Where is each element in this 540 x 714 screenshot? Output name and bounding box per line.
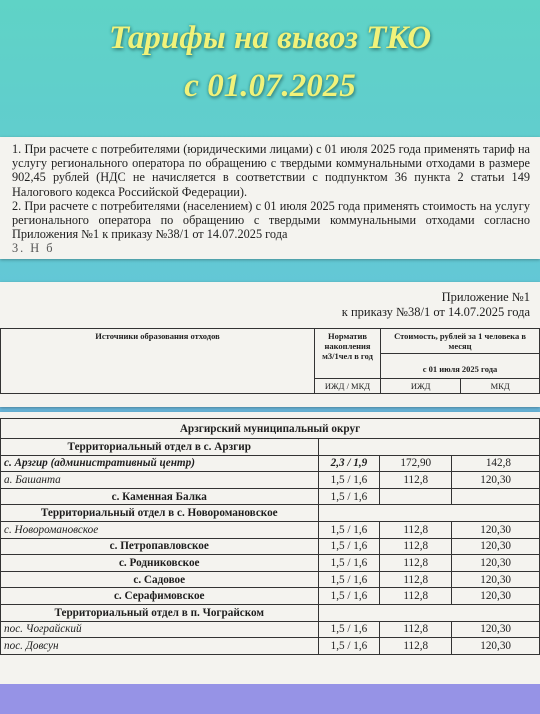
mkd-value: 120,30: [452, 538, 540, 555]
header-sub-norm: ИЖД / МКД: [315, 379, 381, 394]
settlement-name: а. Башанта: [1, 472, 319, 489]
table-row: [1, 538, 540, 555]
norm-value: 1,5 / 1,6: [318, 638, 380, 655]
paragraph-2: 2. При расчете с потребителями (населением) с 01 июля 2025 года применять стоимость на услугу регионального оператора по обращению с твердыми коммунальными отходами согласно Приложения №1 к приказу №38/1 от 14.07.2025 года: [12, 198, 530, 242]
section-row: [1, 505, 540, 522]
mkd-value: 120,30: [452, 571, 540, 588]
header-sub-mkd: МКД: [461, 379, 540, 394]
izhd-value: 112,8: [380, 521, 452, 538]
settlement-name: пос. Чограйский: [1, 621, 319, 638]
settlement-name: с. Родниковское: [1, 555, 319, 572]
tariff-table-sheet: [0, 412, 540, 684]
izhd-value: 112,8: [380, 621, 452, 638]
title-line-1: Тарифы на вывоз ТКО: [108, 20, 432, 56]
norm-value: 1,5 / 1,6: [318, 571, 380, 588]
izhd-value: 112,8: [380, 571, 452, 588]
page-title: [0, 14, 540, 110]
table-row: [1, 588, 540, 605]
section-title: Территориальный отдел в с. Арзгир: [1, 439, 319, 456]
norm-value: 1,5 / 1,6: [318, 488, 380, 505]
section-empty-cell: [318, 505, 540, 522]
table-row: [1, 488, 540, 505]
mkd-value: 120,30: [452, 638, 540, 655]
norm-value: 1,5 / 1,6: [318, 472, 380, 489]
appendix-title: Приложение №1: [441, 290, 530, 304]
title-line-2: с 01.07.2025: [184, 68, 356, 104]
order-text-excerpt: [0, 137, 540, 259]
table-row: [1, 555, 540, 572]
table-row: [1, 472, 540, 489]
section-empty-cell: [318, 604, 540, 621]
settlement-name: с. Каменная Балка: [1, 488, 319, 505]
mkd-value: 120,30: [452, 472, 540, 489]
mkd-value: 120,30: [452, 555, 540, 572]
section-row: [1, 604, 540, 621]
izhd-value: 112,8: [380, 472, 452, 489]
settlement-name: с. Садовое: [1, 571, 319, 588]
header-norm: Норматив накопления м3/1чел в год: [315, 329, 381, 379]
mkd-value: 142,8: [452, 455, 540, 472]
paragraph-1: 1. При расчете с потребителями (юридическими лицами) с 01 июля 2025 года применять тариф на услугу регионального оператора по обращению с твердыми коммунальными отходами в размере 902,45 рублей (НДС не начисляется в соответствии с подпунктом 36 пункта 2 статьи 149 Налогового кодекса Российской Федерации).: [12, 142, 530, 199]
settlement-name: пос. Довсун: [1, 638, 319, 655]
bottom-band: [0, 684, 540, 714]
mkd-value: 120,30: [452, 621, 540, 638]
header-date: с 01 июля 2025 года: [381, 354, 540, 379]
tariff-table: [0, 418, 540, 655]
mkd-value: 120,30: [452, 521, 540, 538]
table-row: [1, 521, 540, 538]
izhd-value: 112,8: [380, 555, 452, 572]
norm-value: 1,5 / 1,6: [318, 538, 380, 555]
paragraph-3-cut: 3. Н б: [12, 241, 55, 256]
norm-value: 1,5 / 1,6: [318, 521, 380, 538]
settlement-name: с. Серафимовское: [1, 588, 319, 605]
appendix-caption: [342, 290, 530, 320]
mkd-value: 120,30: [452, 588, 540, 605]
norm-value: 2,3 / 1,9: [318, 455, 380, 472]
section-row: [1, 439, 540, 456]
table-row: [1, 621, 540, 638]
table-header: [0, 328, 540, 394]
izhd-value: 112,8: [380, 638, 452, 655]
norm-value: 1,5 / 1,6: [318, 555, 380, 572]
izhd-value: 172,90: [380, 455, 452, 472]
section-title: Территориальный отдел в п. Чограйском: [1, 604, 319, 621]
izhd-value: 112,8: [380, 588, 452, 605]
table-row: [1, 455, 540, 472]
settlement-name: с. Петропавловское: [1, 538, 319, 555]
norm-value: 1,5 / 1,6: [318, 621, 380, 638]
appendix-reference: к приказу №38/1 от 14.07.2025 года: [341, 305, 530, 319]
header-source: Источники образования отходов: [1, 329, 315, 394]
header-cost: Стоимость, рублей за 1 человека в месяц: [381, 329, 540, 354]
table-row: [1, 638, 540, 655]
header-sub-izhd: ИЖД: [381, 379, 461, 394]
norm-value: 1,5 / 1,6: [318, 588, 380, 605]
district-heading: Арзгирский муниципальный округ: [1, 419, 540, 439]
izhd-value: 112,8: [380, 538, 452, 555]
table-row: [1, 571, 540, 588]
section-title: Территориальный отдел в с. Новоромановское: [1, 505, 319, 522]
settlement-name: с. Новоромановское: [1, 521, 319, 538]
settlement-name: с. Арзгир (административный центр): [1, 455, 319, 472]
appendix-header-sheet: [0, 282, 540, 407]
section-empty-cell: [318, 439, 540, 456]
mkd-value: [452, 488, 540, 505]
izhd-value: [380, 488, 452, 505]
